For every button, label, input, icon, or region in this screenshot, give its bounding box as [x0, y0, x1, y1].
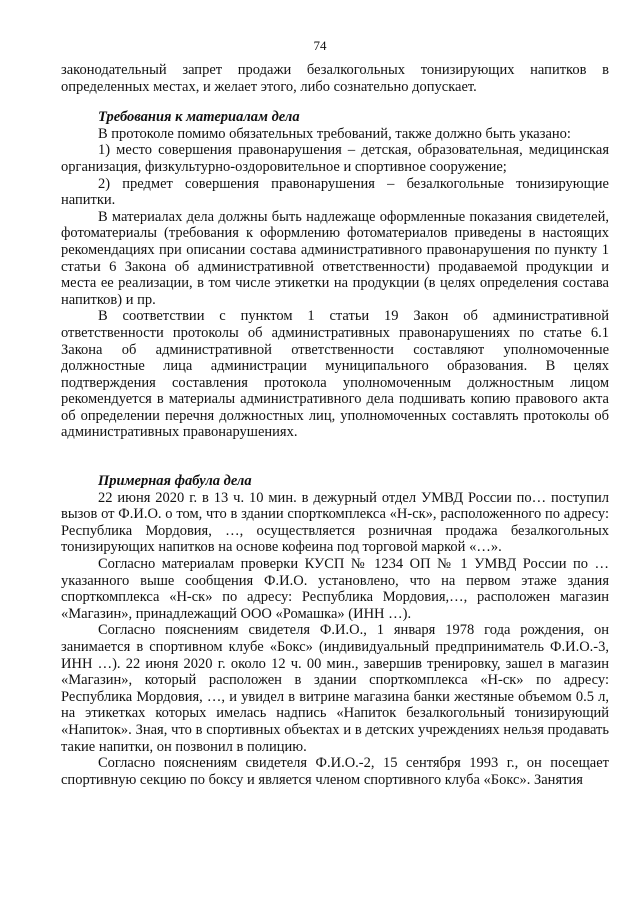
page-body [61, 62, 609, 788]
spacer [61, 441, 609, 473]
list-item: 2) предмет совершения правонарушения – безалкогольные тонизирующие напитки. [61, 175, 609, 209]
paragraph: В протоколе помимо обязательных требований, также должно быть указано: [98, 125, 571, 142]
list-item: 1) место совершения правонарушения – детская, образовательная, медицинская организация, физкультурно-оздоровительное и спортивное сооружение; [61, 142, 609, 175]
spacer [61, 95, 609, 109]
section-heading-requirements: Требования к материалам дела [98, 109, 300, 126]
paragraph: В материалах дела должны быть надлежаще оформленные показания свидетелей, фотоматериалы (требования к оформлению фотоматериалов приведены в настоящих рекомендациях при описании состава административного правонарушения по пункту 1 статьи 6 Закона об административной ответственности) продаваемой продукции и места ее реализации, в том числе этикетки на продукции (в целях определения состава напитков) и пр. [61, 208, 609, 308]
intro-paragraph: законодательный запрет продажи безалкогольных тонизирующих напитков в определенных местах, и желает этого, либо сознательно допускает. [61, 62, 609, 95]
section-heading-case-plot: Примерная фабула дела [98, 473, 252, 490]
paragraph: Согласно материалам проверки КУСП № 1234 ОП № 1 УМВД России по … указанного выше сообщения Ф.И.О. установлено, что на первом этаже здания спорткомплекса «Н-ск» по адресу: Республика Мордовия,…, расположен магазин «Магазин», принадлежащий ООО «Ромашка» (ИНН …). [61, 556, 609, 622]
paragraph: В соответствии с пунктом 1 статьи 19 Закон об административной ответственности протоколы об административных правонарушениях по статье 6.1 Закона об административной ответственности составляют уполномоченные должностные лица администрации муниципального образования. В целях подтверждения составления протокола уполномоченным должностным лицом рекомендуется в материалы административного дела подшивать копию правового акта об определении перечня должностных лиц, уполномоченных составлять протоколы об административных правонарушениях. [61, 308, 609, 441]
page-number: 74 [313, 38, 327, 53]
paragraph: Согласно пояснениям свидетеля Ф.И.О.-2, 15 сентября 1993 г., он посещает спортивную секцию по боксу и является членом спортивного клуба «Бокс». Занятия [61, 755, 609, 788]
paragraph: Согласно пояснениям свидетеля Ф.И.О., 1 января 1978 года рождения, он занимается в спортивном клубе «Бокс» (индивидуальный предприниматель Ф.И.О.-3, ИНН …). 22 июня 2020 г. около 12 ч. 00 мин., завершив тренировку, зашел в магазин «Магазин», который расположен в здании спорткомплекса «Н-ск» по адресу: Республика Мордовия, …, и увидел в витрине магазина банки жестяные объемом 0.5 л, на этикетках которых имелась надпись «Напиток безалкогольный тонизирующий «Напиток». Зная, что в спортивных объектах и в детских учреждениях нельзя продавать такие напитки, он позвонил в полицию. [61, 622, 609, 755]
paragraph: 22 июня 2020 г. в 13 ч. 10 мин. в дежурный отдел УМВД России по… поступил вызов от Ф.И.О. о том, что в здании спорткомплекса «Н-ск», расположенного по адресу: Республика Мордовия, …, осуществляется розничная продажа безалкогольных тонизирующих напитков на основе кофеина под торговой маркой «…». [61, 489, 609, 556]
